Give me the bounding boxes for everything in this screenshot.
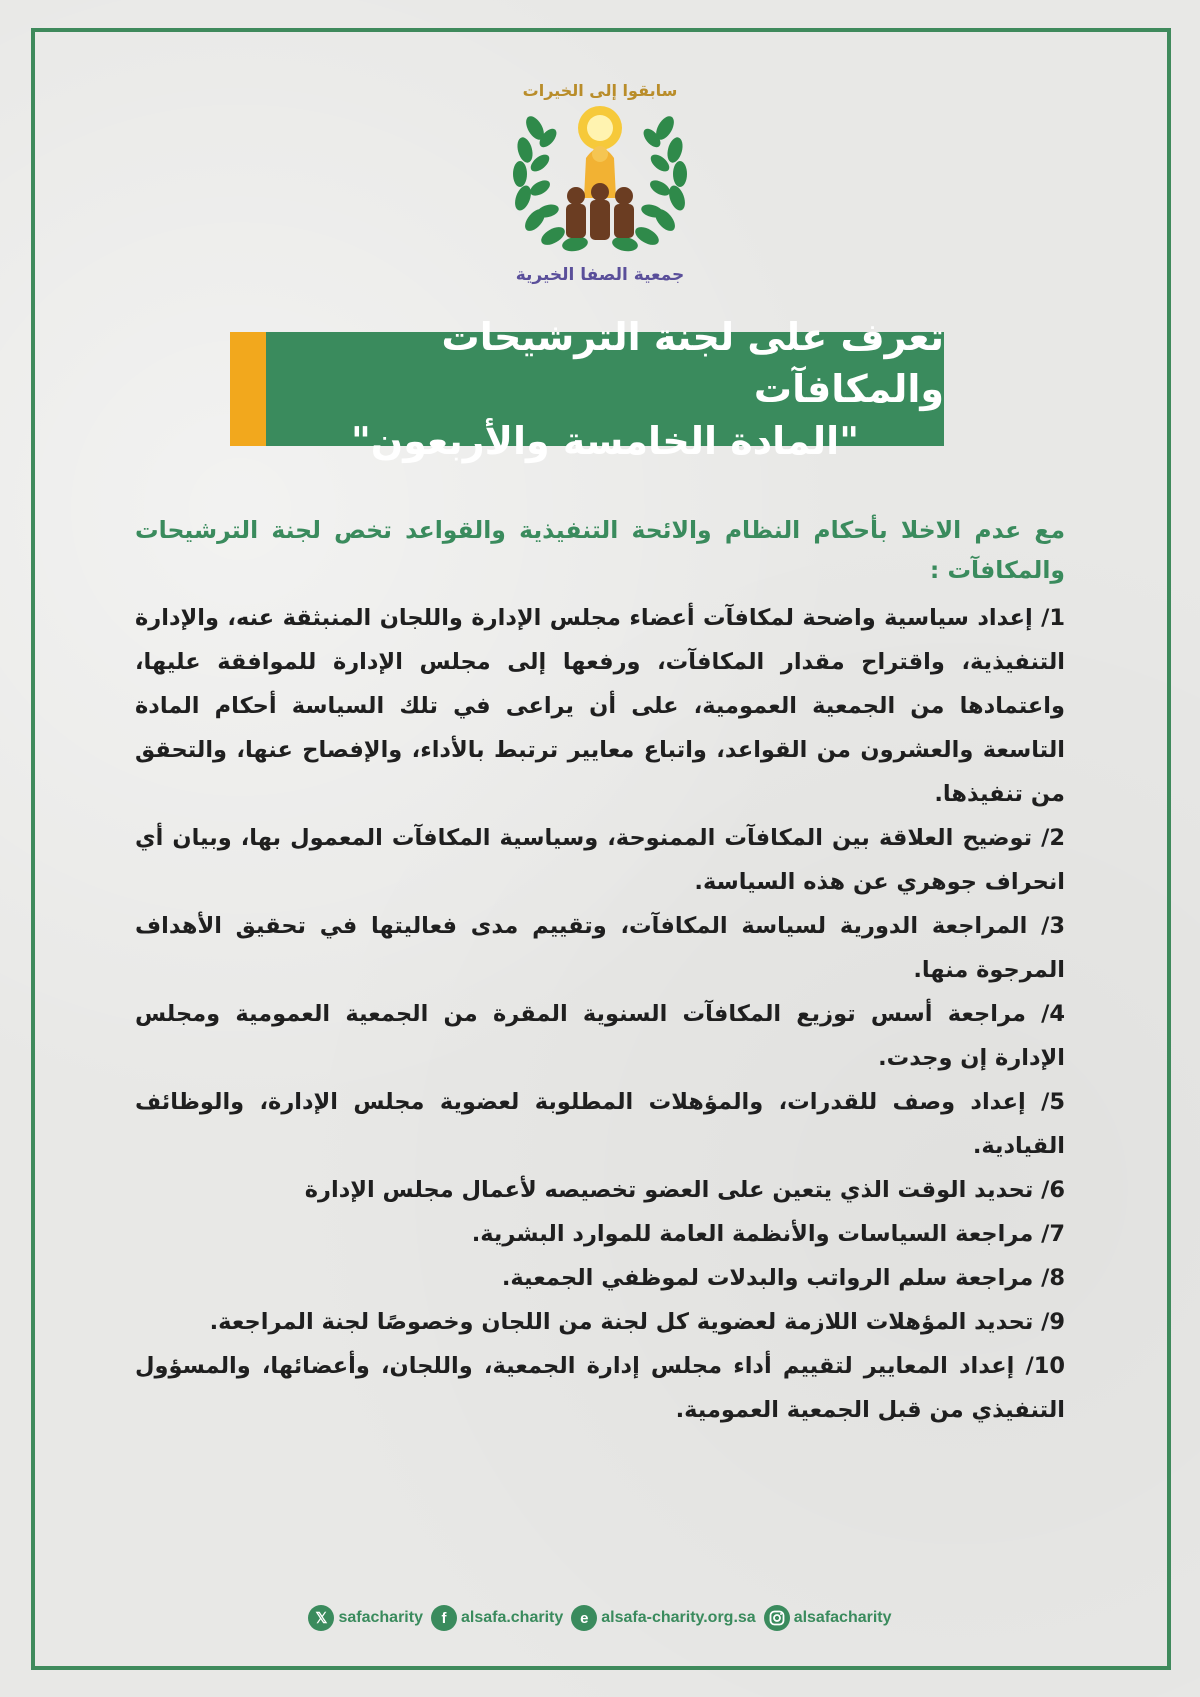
social-footer: [270, 1598, 930, 1638]
list-item-3: 3/ المراجعة الدورية لسياسة المكافآت، وتقييم مدى فعاليتها في تحقيق الأهداف المرجوة منها.: [135, 913, 1065, 983]
instagram-icon: [764, 1605, 790, 1631]
title-accent-bar: [230, 332, 266, 446]
title-body: [266, 315, 944, 463]
facebook-handle: alsafa.charity: [460, 1609, 564, 1626]
logo-emblem: [490, 68, 710, 298]
social-instagram[interactable]: [764, 1605, 892, 1631]
title-line-2: "المادة الخامسة والأربعون": [351, 419, 860, 463]
social-x[interactable]: [308, 1605, 423, 1631]
list-item-2: 2/ توضيح العلاقة بين المكافآت الممنوحة، وسياسية المكافآت المعمول بها، وبيان أي انحراف جوهري عن هذه السياسة.: [135, 825, 1065, 895]
list-item-1: 1/ إعداد سياسية واضحة لمكافآت أعضاء مجلس الإدارة واللجان المنبثقة عنه، والإدارة التنفيذية، واقتراح مقدار المكافآت، ورفعها إلى مجلس الإدارة للموافقة عليها، واعتمادها من الجمعية العمومية، على أن يراعى في تلك السياسة أحكام المادة التاسعة والعشرون من القواعد، واتباع معايير ترتبط بالأداء، والإفصاح عنها، والتحقق من تنفيذها.: [135, 605, 1065, 807]
instagram-handle: alsafacharity: [793, 1609, 892, 1626]
list-item-9: 9/ تحديد المؤهلات اللازمة لعضوية كل لجنة من اللجان وخصوصًا لجنة المراجعة.: [209, 1309, 1065, 1335]
list-item-7: 7/ مراجعة السياسات والأنظمة العامة للموارد البشرية.: [471, 1221, 1065, 1247]
list-item-8: 8/ مراجعة سلم الرواتب والبدلات لموظفي الجمعية.: [501, 1265, 1065, 1291]
list-item-4: 4/ مراجعة أسس توزيع المكافآت السنوية المقرة من الجمعية العمومية ومجلس الإدارة إن وجدت.: [135, 1001, 1065, 1071]
facebook-icon: f: [431, 1605, 457, 1631]
list-item-10: 10/ إعداد المعايير لتقييم أداء مجلس إدارة الجمعية، واللجان، وأعضائها، والمسؤول التنفيذي من قبل الجمعية العمومية.: [135, 1353, 1065, 1423]
logo-bottom-text: جمعية الصفا الخيرية: [515, 265, 685, 285]
x-icon: 𝕏: [308, 1605, 334, 1631]
logo-top-text: سابقوا إلى الخيرات: [522, 81, 678, 100]
article-content: [135, 510, 1065, 1432]
social-facebook[interactable]: [431, 1605, 563, 1631]
title-line-1: تعرف على لجنة الترشيحات والمكافآت: [441, 315, 944, 411]
website-handle: alsafa-charity.org.sa: [601, 1609, 756, 1626]
web-icon: e: [571, 1605, 597, 1631]
list-item-6: 6/ تحديد الوقت الذي يتعين على العضو تخصيصه لأعمال مجلس الإدارة: [304, 1177, 1065, 1203]
charity-logo: [490, 68, 710, 298]
social-website[interactable]: [571, 1605, 755, 1631]
list-item-5: 5/ إعداد وصف للقدرات، والمؤهلات المطلوبة لعضوية مجلس الإدارة، والوظائف القيادية.: [135, 1089, 1065, 1159]
x-handle: safacharity: [338, 1609, 423, 1626]
title-banner: [230, 315, 944, 463]
intro-text: مع عدم الاخلا بأحكام النظام والائحة التنفيذية والقواعد تخص لجنة الترشيحات والمكافآت :: [135, 516, 1065, 584]
